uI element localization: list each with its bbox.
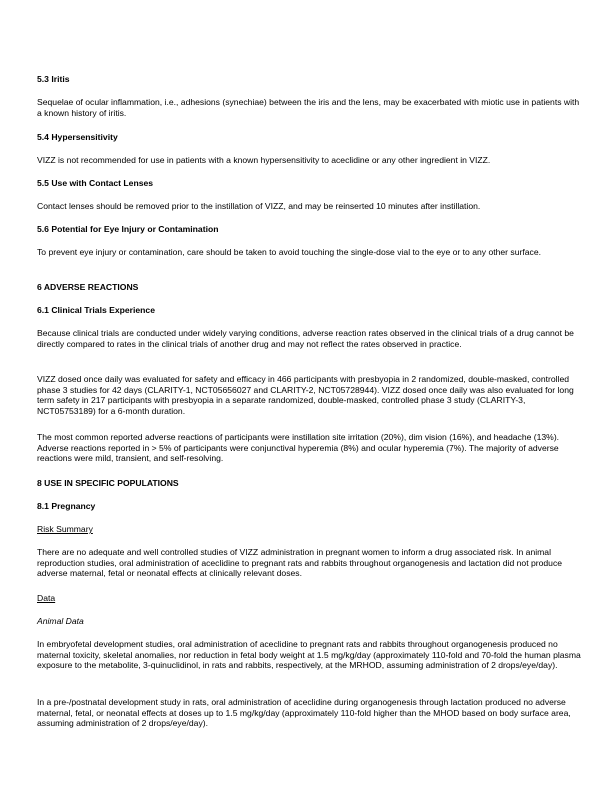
data-title: Data: [37, 593, 56, 603]
animal-data-paragraph-1: In embryofetal development studies, oral administration of aceclidine to pregnant rats and rabbits throughout organogenesis produced no maternal toxicity, skeletal anomalies, nor reduction in fetal body weight at 1.5 mg/kg/day (approximately 110-fold and 70-fold the human plasma exposure to the metabolite, 3-quinuclidinol, in rats and rabbits, respectively, at the MRHOD, assuming administration of 2 drops/eye/day).: [37, 639, 581, 670]
section-5-6-heading: 5.6 Potential for Eye Injury or Contamination: [37, 224, 219, 234]
section-5-4-body: VIZZ is not recommended for use in patients with a known hypersensitivity to aceclidine or any other ingredient in VIZZ.: [37, 155, 491, 165]
section-5-3-body: Sequelae of ocular inflammation, i.e., adhesions (synechiae) between the iris and the lens, may be exacerbated with miotic use in patients with a known history of iritis.: [37, 97, 580, 118]
section-6-1-paragraph-3: The most common reported adverse reactions of participants were instillation site irritation (20%), dim vision (16%), and headache (13%). Adverse reactions reported in > 5% of participants were conjunctival hyperemia (8%) and ocular hyperemia (7%). The majority of adverse reactions were mild, transient, and self-resolving.: [37, 432, 560, 463]
animal-data-paragraph-2: In a pre-/postnatal development study in rats, oral administration of aceclidine during organogenesis through lactation produced no adverse maternal, fetal, or neonatal effects at doses up to 1.5 mg/kg/day (approximately 110-fold higher than the MHOD based on body surface area, assuming administration of 2 drops/eye/day).: [37, 697, 571, 728]
section-6-1-paragraph-1: Because clinical trials are conducted under widely varying conditions, adverse reaction rates observed in the clinical trials of a drug cannot be directly compared to rates in the clinical trials of another drug and may not reflect the rates observed in practice.: [37, 328, 574, 349]
risk-summary-body: There are no adequate and well controlled studies of VIZZ administration in pregnant women to inform a drug associated risk. In animal reproduction studies, oral administration of aceclidine to pregnant rats and rabbits throughout organogenesis and lactation did not produce adverse maternal, fetal or neonatal effects at clinically relevant doses.: [37, 547, 563, 578]
section-5-4-heading: 5.4 Hypersensitivity: [37, 132, 118, 142]
animal-data-title: Animal Data: [37, 616, 84, 626]
section-6-1-heading: 6.1 Clinical Trials Experience: [37, 305, 155, 315]
section-6-heading: 6 ADVERSE REACTIONS: [37, 282, 139, 292]
section-8-1-heading: 8.1 Pregnancy: [37, 501, 96, 511]
section-6-1-paragraph-2: VIZZ dosed once daily was evaluated for safety and efficacy in 466 participants with presbyopia in 2 randomized, double-masked, controlled phase 3 studies for 42 days (CLARITY-1, NCT05656027 and CLARITY-2, NCT05728944). VIZZ dosed once daily was also evaluated for long term safety in 217 participants with presbyopia in a separate randomized, double-masked, controlled phase 3 study (CLARITY-3, NCT05753189) for a 6-month duration.: [37, 374, 574, 416]
section-5-5-body: Contact lenses should be removed prior to the instillation of VIZZ, and may be reinserted 10 minutes after instillation.: [37, 201, 481, 211]
section-5-3-heading: 5.3 Iritis: [37, 74, 70, 84]
risk-summary-title: Risk Summary: [37, 524, 93, 534]
section-8-heading: 8 USE IN SPECIFIC POPULATIONS: [37, 478, 179, 488]
section-5-5-heading: 5.5 Use with Contact Lenses: [37, 178, 154, 188]
section-5-6-body: To prevent eye injury or contamination, care should be taken to avoid touching the single-dose vial to the eye or to any other surface.: [37, 247, 541, 257]
